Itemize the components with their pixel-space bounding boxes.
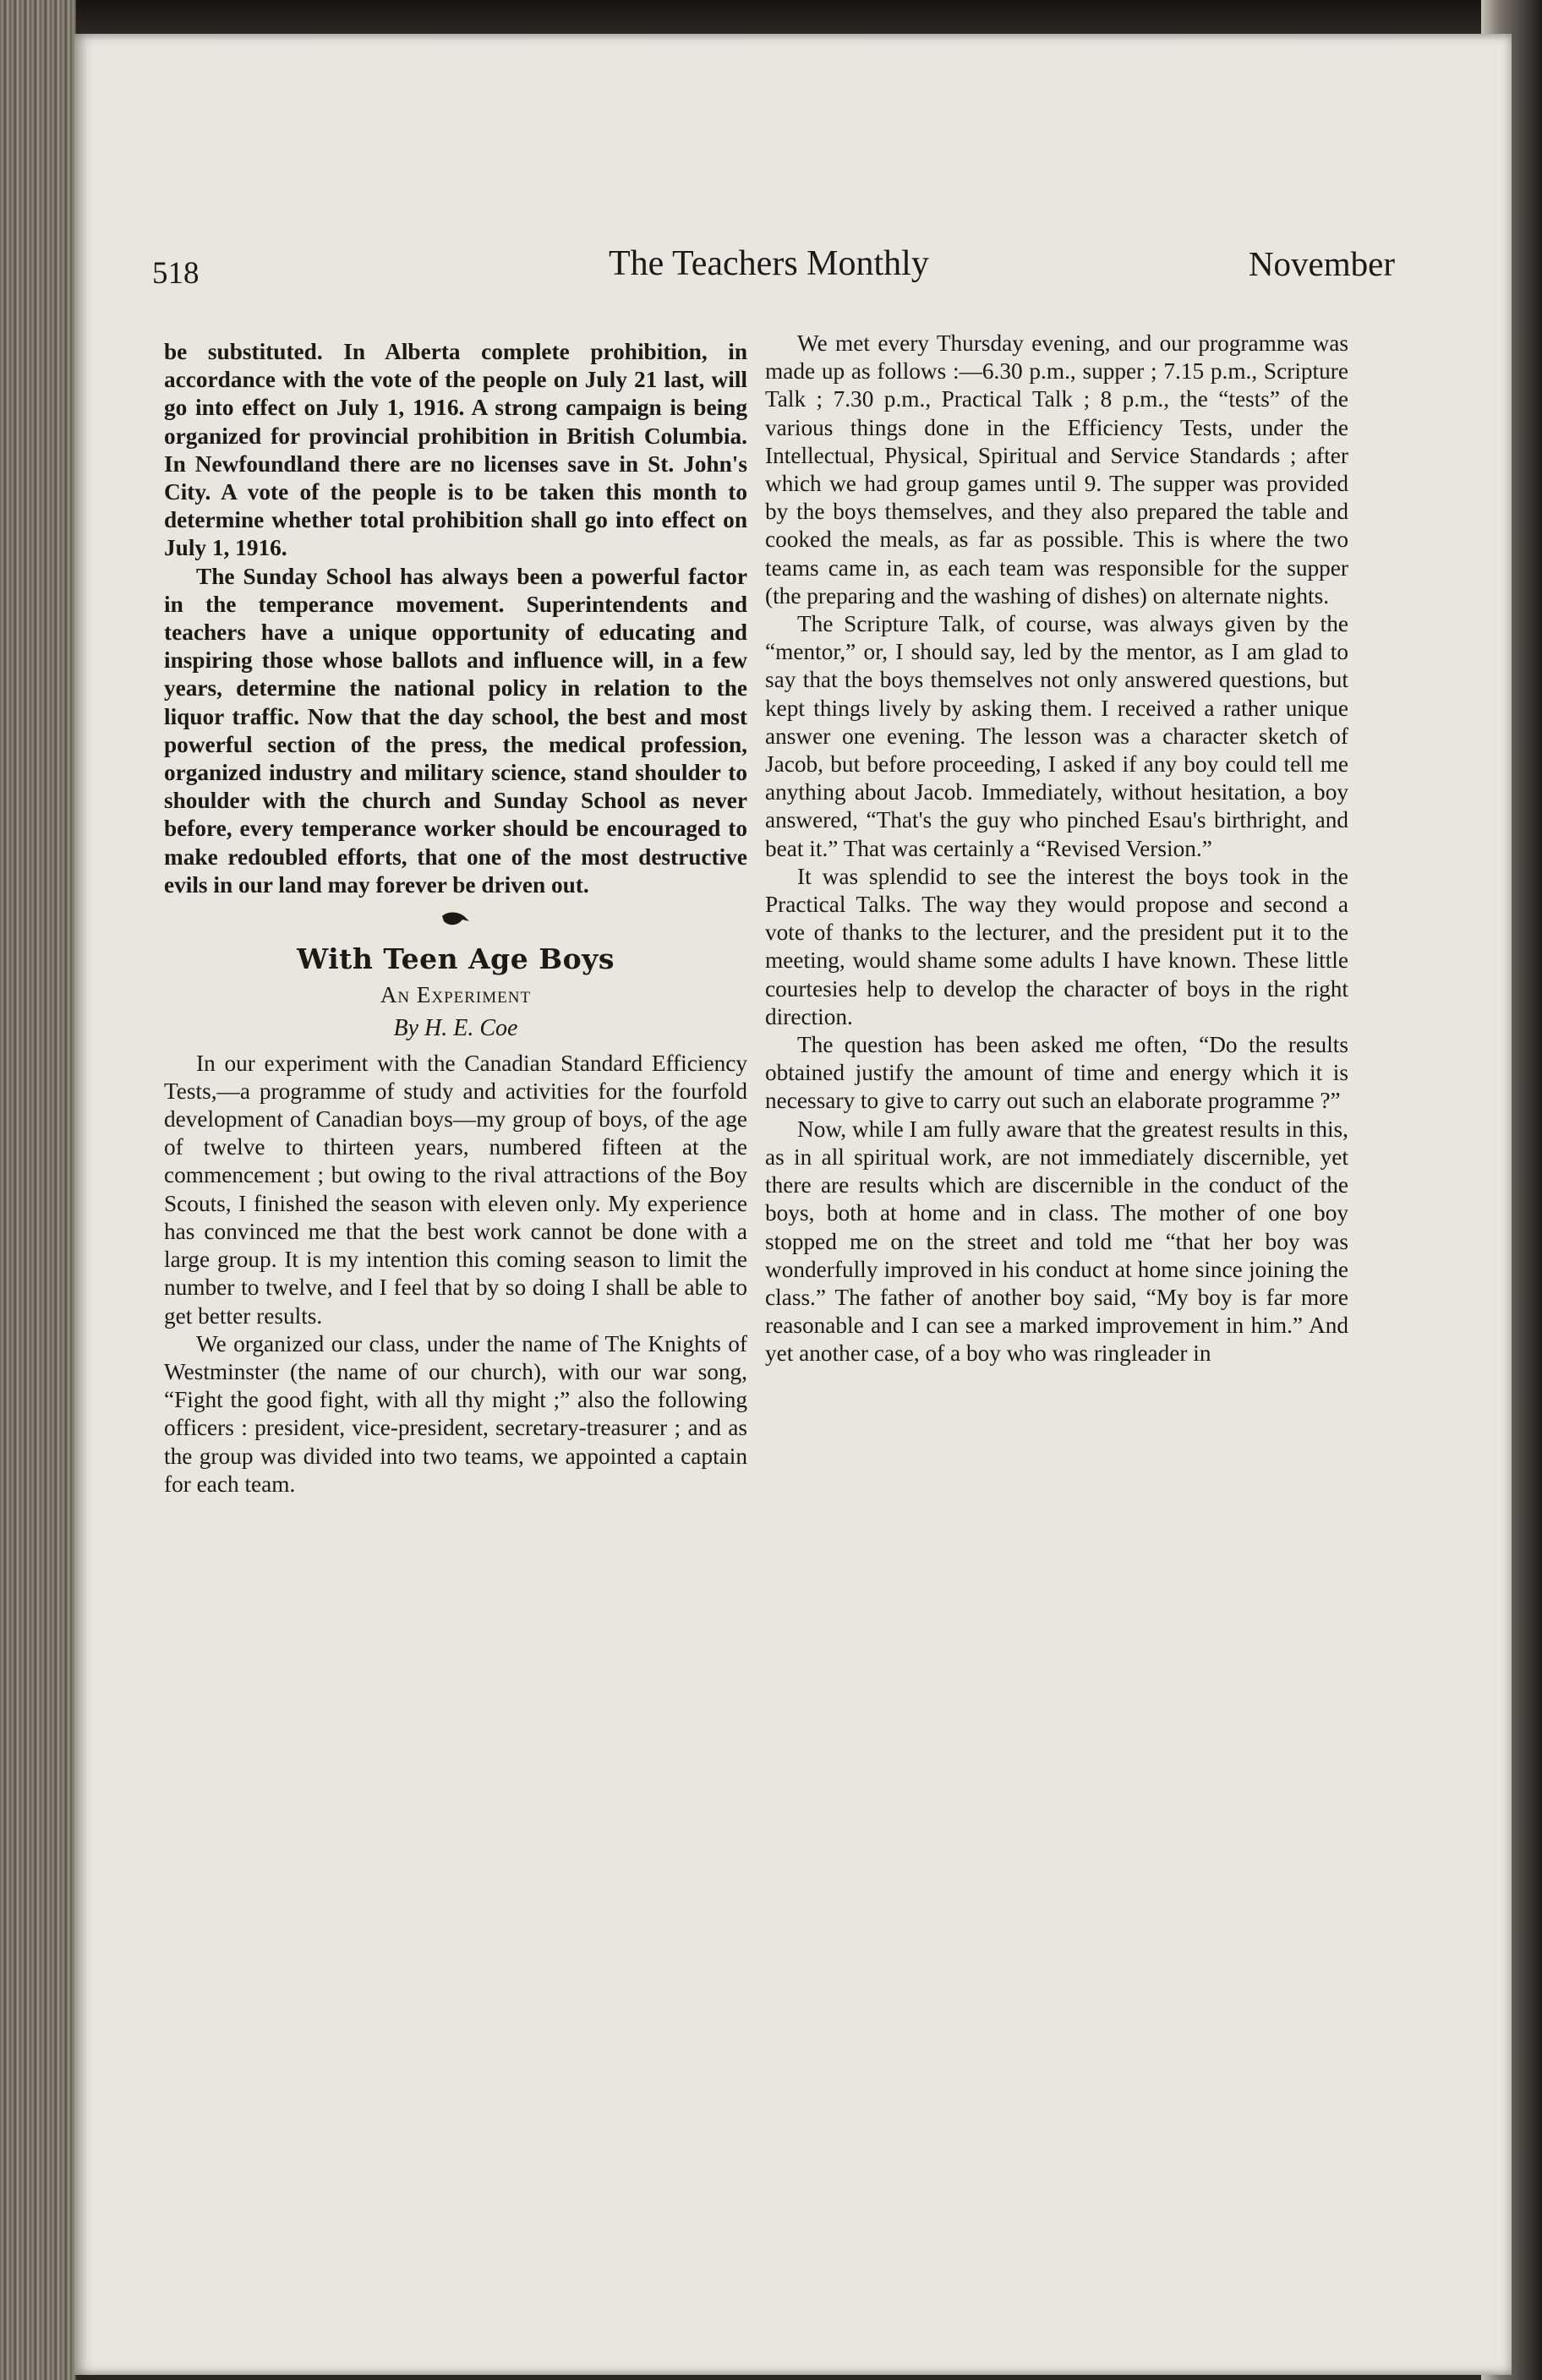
paragraph-efficiency-tests: In our experiment with the Canadian Standard Efficiency Tests,—a programme of study and activities for the fourfold development of Canadian boys—my group of boys, of the age of twelve to thirteen years, numbered fifteen at the commencement ; but owing to the rival attractions of the Boy Scouts, I finished the season with eleven only. My experience has convinced me that the best work cannot be done with a large group. It is my intention this coming season to limit the number to twelve, and I feel that by so doing I shall be able to get better results.: [164, 1050, 747, 1329]
page-header: [152, 243, 1395, 303]
paragraph-sunday-school-temperance: The Sunday School has always been a powerful factor in the temperance movement. Superintendents and teachers have a unique opportunity of educating and inspiring those whose ballots and influence will, in a few years, determine the national policy in relation to the liquor traffic. Now that the day school, the best and most powerful section of the press, the medical profession, organized industry and military science, stand shoulder to shoulder with the church and Sunday School as never before, every temperance worker should be encouraged to make redoubled efforts, that one of the most destructive evils in our land may forever be driven out.: [164, 563, 747, 898]
article-byline: By H. E. Coe: [393, 1015, 518, 1042]
paragraph-practical-talks: It was splendid to see the interest the boys took in the Practical Talks. The way they would propose and second a vote of thanks to the lecturer, and the president put it to the meeting, would shame some adults I have known. These little courtesies help to develop the character of boys in the right direction.: [765, 863, 1348, 1029]
paragraph-question-results: The question has been asked me often, “Do the results obtained justify the amount of time and energy which it is necessary to give to carry out such an elaborate programme ?”: [765, 1032, 1348, 1114]
paragraph-discernible-results: Now, while I am fully aware that the greatest results in this, as in all spiritual work, are not immediately discernible, yet there are results which are discernible in the conduct of the boys, both at home and in class. The mother of one boy stopped me on the street and told me “that her boy was wonderfully improved in his conduct at home since joining the class.” The father of another boy said, “My boy is far more reasonable and I can see a marked improvement in him.” And yet another case, of a boy who was ringleader in: [765, 1116, 1348, 1367]
paragraph-knights-of-westminster: We organized our class, under the name of The Knights of Westminster (the name of our church), with our war song, “Fight the good fight, with all thy might ;” also the following officers : president, vice-president, secretary-treasurer ; and as the group was divided into two teams, we appointed a captain for each team.: [164, 1330, 747, 1497]
journal-title: The Teachers Monthly: [609, 244, 929, 283]
article-subtitle: An Experiment: [380, 982, 532, 1008]
left-column: [164, 338, 747, 1498]
issue-month: November: [1248, 244, 1395, 283]
paragraph-scripture-talk: The Scripture Talk, of course, was always given by the “mentor,” or, I should say, led by the mentor, as I am glad to say that the boys themselves not only answered questions, but kept things lively by asking them. I received a rather unique answer one evening. The lesson was a character sketch of Jacob, but before proceeding, I asked if any boy could tell me anything about Jacob. Immediately, without hesitation, a boy answered, “That's the guy who pinched Esau's birthright, and beat it.” That was certainly a “Revised Version.”: [765, 611, 1348, 861]
page-number: 518: [152, 256, 200, 291]
book-binding-edge: [0, 0, 76, 2380]
right-column: [765, 330, 1348, 1368]
paragraph-prohibition-provinces: be substituted. In Alberta complete prohibition, in accordance with the vote of the people on July 21 last, will go into effect on July 1, 1916. A strong campaign is being organized for provincial prohibition in British Columbia. In Newfoundland there are no licenses save in St. John's City. A vote of the people is to be taken this month to determine whether total prohibition shall go into effect on July 1, 1916.: [164, 339, 747, 561]
paragraph-thursday-programme: We met every Thursday evening, and our programme was made up as follows :—6.30 p.m., supper ; 7.15 p.m., Scripture Talk ; 7.30 p.m., Practical Talk ; 8 p.m., the “tests” of the various things done in the Efficiency Tests, under the Intellectual, Physical, Spiritual and Service Standards ; after which we had group games until 9. The supper was provided by the boys themselves, and they also prepared the table and cooked the meals, as far as possible. This is where the two teams came in, as each team was responsible for the supper (the preparing and the washing of dishes) on alternate nights.: [765, 330, 1348, 609]
section-ornament-icon: [164, 908, 747, 940]
article-title: With Teen Age Boys: [297, 942, 615, 976]
